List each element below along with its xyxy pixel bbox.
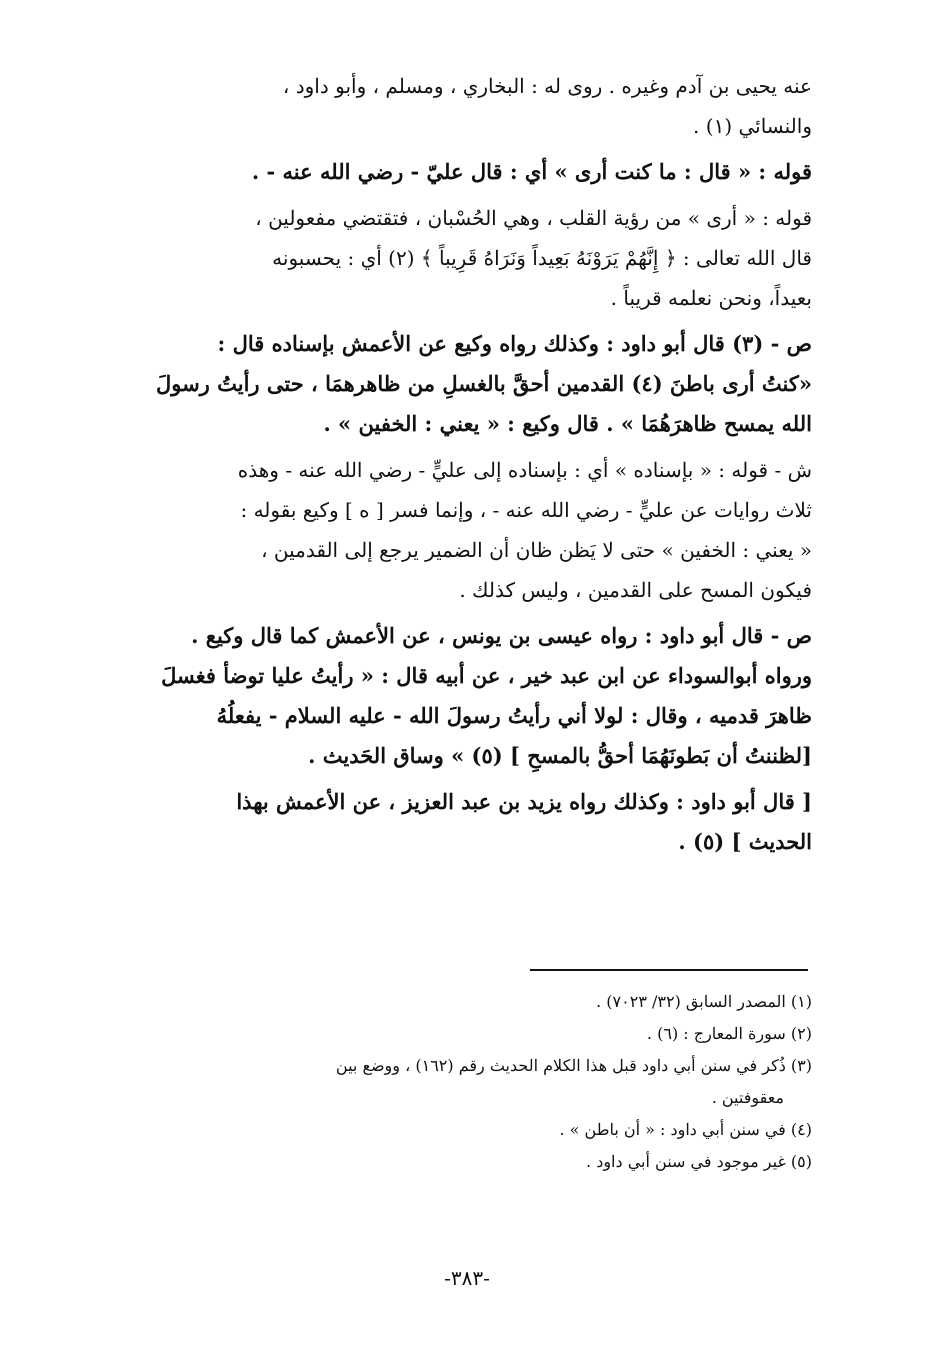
text-line: الله يمسح ظاهرَهُمَا » . قال وكيع : « يعني : الخفين » . — [323, 411, 812, 436]
text-line: قوله : « قال : ما كنت أرى » أي : قال عليّ - رضي الله عنه - . — [251, 159, 812, 184]
text-line: ورواه أبوالسوداء عن ابن عبد خير ، عن أبيه قال : « رأيتُ عليا توضأ فغسلَ — [161, 663, 812, 688]
paragraph-2 — [130, 152, 812, 192]
paragraph-3 — [130, 198, 812, 318]
text-line: [لظننتُ أن بَطونَهُمَا أحقُّ بالمسحِ ] (٥) » وساق الحَديث . — [308, 743, 812, 768]
text-line: الحديث ] (٥) . — [678, 829, 812, 854]
text-line: قال الله تعالى : ﴿ إِنَّهُمْ يَرَوْنَهُ بَعِيداً وَنَرَاهُ قَرِيباً ﴾ (٢) أي : يحسبونه — [272, 246, 812, 270]
footnote-3: (٣) ذُكر في سنن أبي داود قبل هذا الكلام الحديث رقم (١٦٢) ، ووضع بين — [335, 1056, 812, 1075]
footnotes — [130, 986, 812, 1178]
text-line: [ قال أبو داود : وكذلك رواه يزيد بن عبد العزيز ، عن الأعمش بهذا — [236, 789, 812, 814]
text-line: والنسائي (١) . — [693, 114, 812, 138]
paragraph-1 — [130, 66, 812, 146]
text-line: ظاهرَ قدميه ، وقال : لولا أني رأيتُ رسولَ الله - عليه السلام - يفعلُهُ — [216, 703, 812, 728]
footnote-4: (٤) في سنن أبي داود : « أن باطن » . — [559, 1120, 812, 1139]
paragraph-4 — [130, 324, 812, 444]
footnote-2: (٢) سورة المعارج : (٦) . — [646, 1024, 812, 1043]
text-line: ش - قوله : « بإسناده » أي : بإسناده إلى عليٍّ - رضي الله عنه - وهذه — [237, 458, 812, 482]
paragraph-5 — [130, 450, 812, 610]
text-line: ص - قال أبو داود : رواه عيسى بن يونس ، عن الأعمش كما قال وكيع . — [191, 623, 812, 648]
text-line: فيكون المسح على القدمين ، وليس كذلك . — [459, 578, 812, 602]
text-line: «كنتُ أرى باطنَ (٤) القدمين أحقَّ بالغسلِ من ظاهرهمَا ، حتى رأيتُ رسولَ — [155, 371, 812, 396]
footnote-3-continuation: معقوفتين . — [711, 1088, 784, 1107]
footnote-5: (٥) غير موجود في سنن أبي داود . — [586, 1152, 812, 1171]
text-line: « يعني : الخفين » حتى لا يَظن ظان أن الضمير يرجع إلى القدمين ، — [261, 538, 812, 562]
text-line: قوله : « أرى » من رؤية القلب ، وهي الحُسْبان ، فتقتضي مفعولين ، — [255, 206, 812, 230]
main-text — [130, 66, 812, 862]
text-line: عنه يحيى بن آدم وغيره . روى له : البخاري ، ومسلم ، وأبو داود ، — [282, 74, 812, 98]
paragraph-6 — [130, 616, 812, 776]
text-line: ثلاث روايات عن عليٍّ - رضي الله عنه - ، وإنما فسر [ ه ] وكيع بقوله : — [240, 498, 812, 522]
text-line: بعيداً، ونحن نعلمه قريباً . — [610, 286, 812, 310]
paragraph-7 — [130, 782, 812, 862]
footnote-divider — [530, 969, 808, 971]
text-line: ص - (٣) قال أبو داود : وكذلك رواه وكيع عن الأعمش بإسناده قال : — [217, 331, 812, 356]
page-number: -٣٨٣- — [444, 1266, 490, 1290]
footnote-1: (١) المصدر السابق (٣٢/ ٧٠٢٣) . — [596, 992, 812, 1011]
